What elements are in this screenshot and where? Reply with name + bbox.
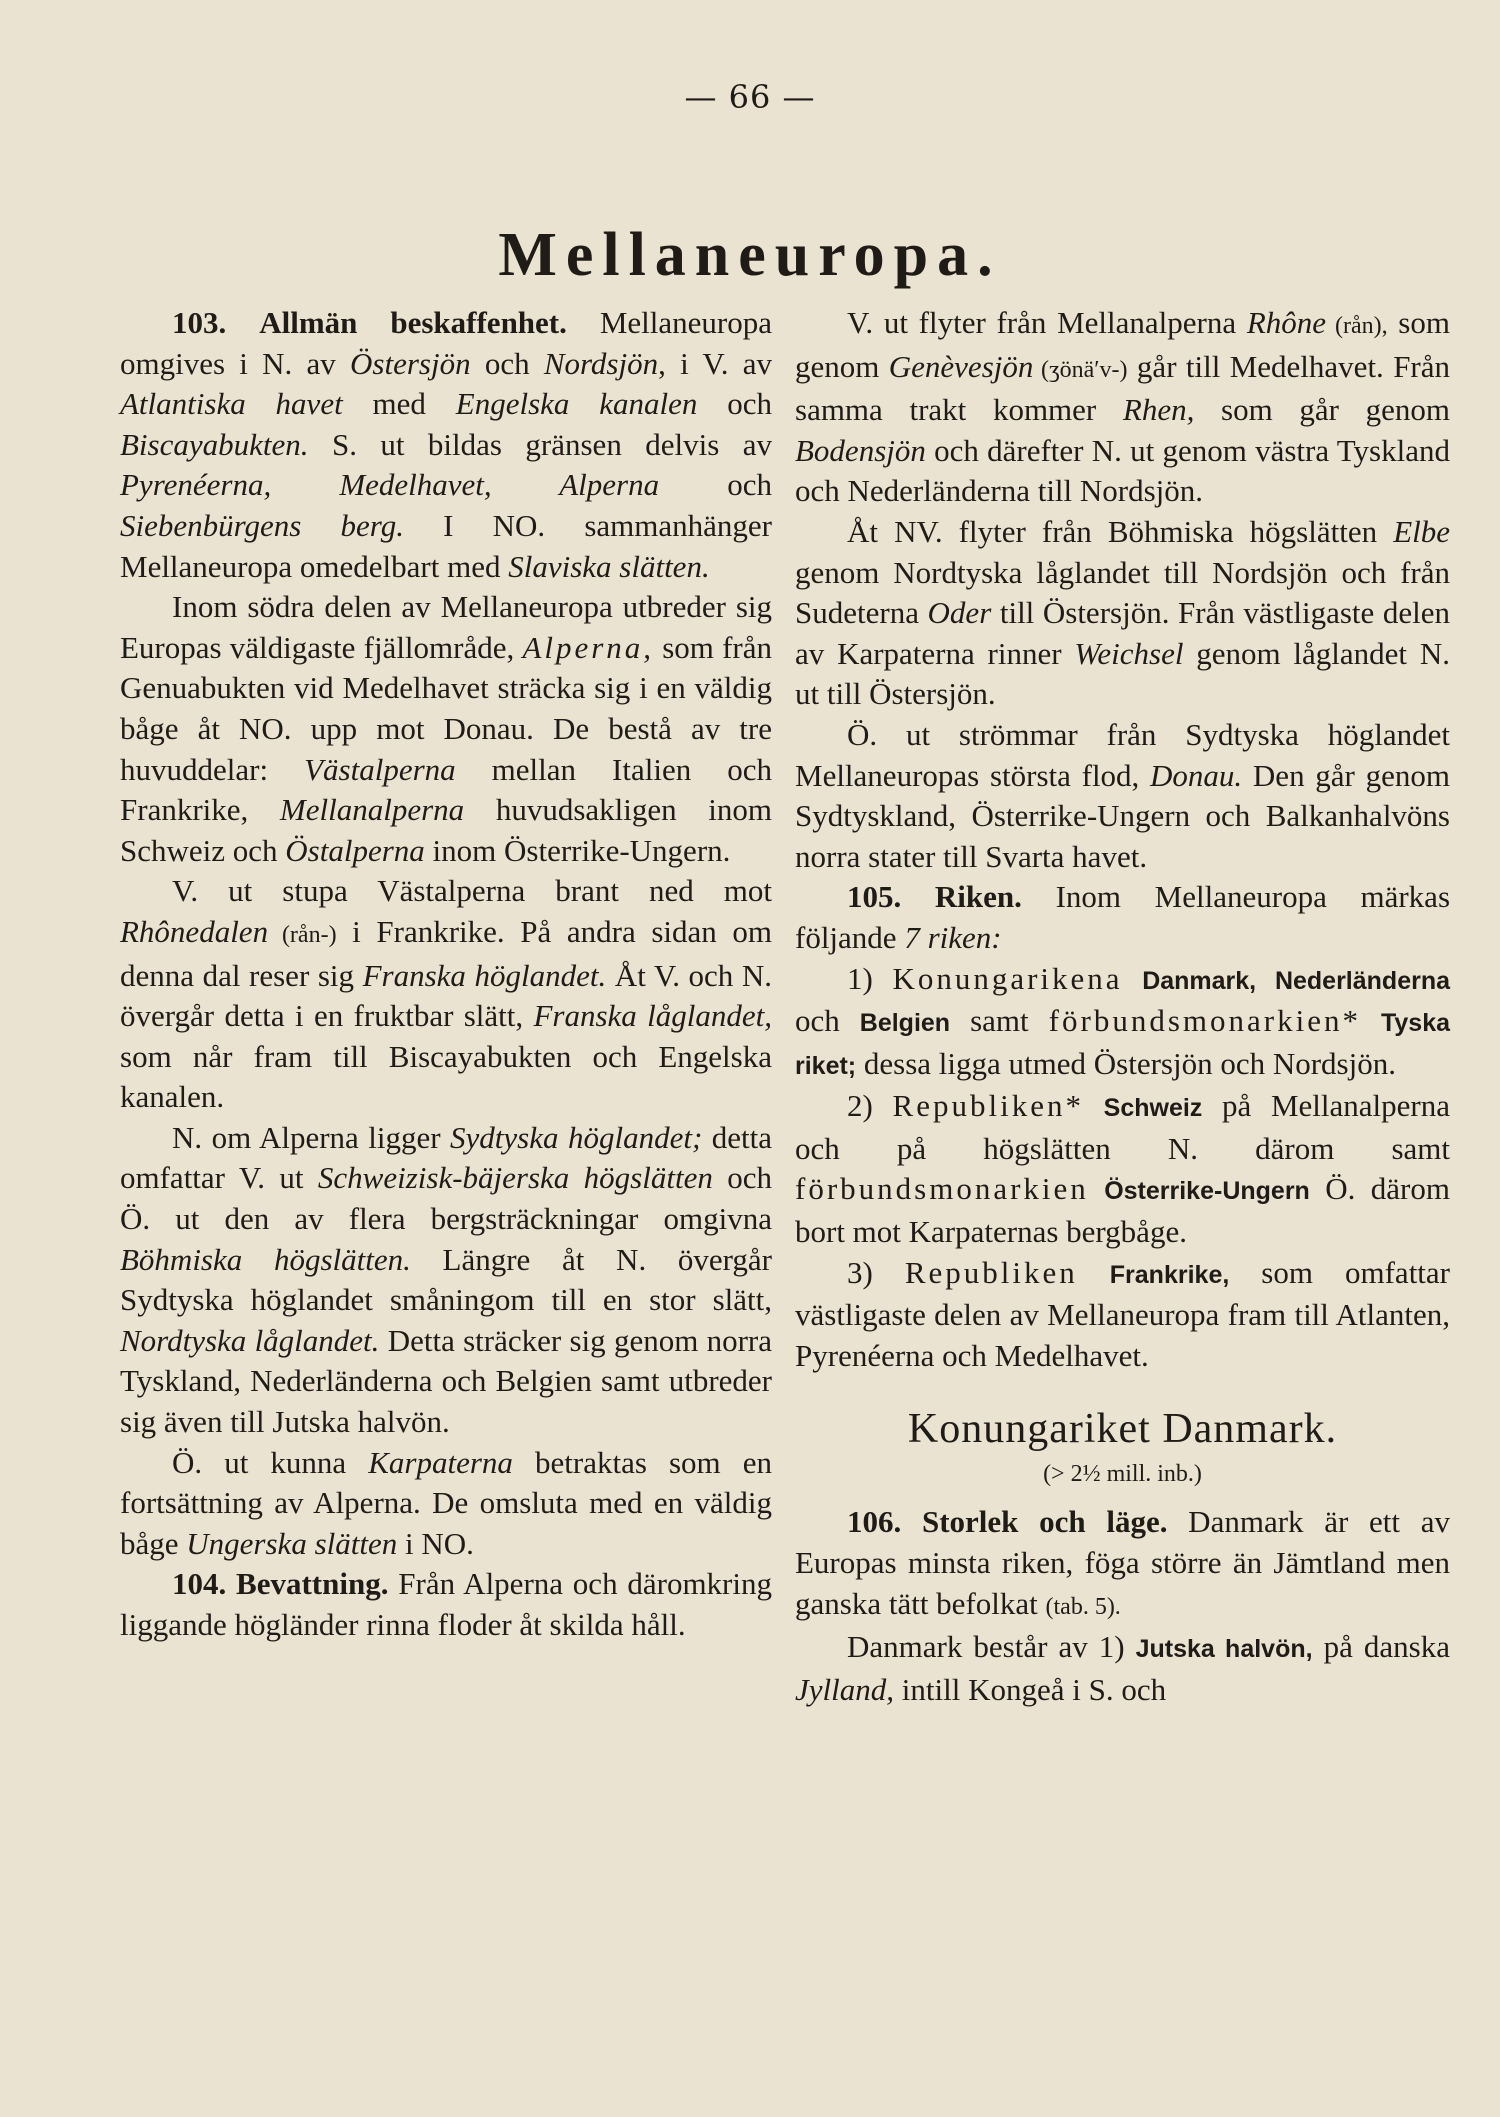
text: betraktas som en fortsättning av Alperna. De omsluta med en väldig båge [120,1444,772,1561]
pronunciation: (rån), [1326,313,1388,339]
spaced-term: Republiken [904,1254,1078,1290]
text: dessa ligga utmed Östersjön och Nordsjön. [856,1045,1396,1081]
list-item [795,1253,1450,1377]
text: och [470,345,544,381]
section-heading: Bevattning. [236,1566,389,1602]
country-name: Frankrike, [1109,1260,1230,1289]
text: Inom Mellaneuropa märkas följande [795,879,1451,955]
text: 2) [847,1088,893,1124]
paragraph [120,587,772,871]
place-name: Östalperna [285,832,425,868]
section-number: 104. [172,1566,227,1602]
place-name: Ungerska slätten [186,1525,398,1561]
place-name: Pyrenéerna, Medelhavet, Alperna [120,467,660,503]
text: med [342,386,456,422]
text: V. ut stupa Västalperna brant ned mot [172,873,772,909]
section-number: 103. [172,305,227,340]
place-name: Alperna, [522,629,655,665]
section-103-paragraph [120,303,772,587]
text: , i V. av [658,345,772,381]
paragraph [795,512,1450,715]
pronunciation: (rån-) [268,921,337,948]
text [1089,1171,1104,1206]
text: S. ut bildas gränsen delvis av [308,426,772,462]
country-name: Österrike-Ungern [1104,1177,1310,1206]
text: som når fram till Biscayabukten och Engelska kanalen. [120,1038,772,1115]
place-name: Rhônedalen [120,913,269,949]
text [1078,1255,1110,1290]
country-name: Tyska riket; [795,1009,1450,1080]
text: till Östersjön. Från västligaste delen av Karpaterna rinner [795,595,1450,671]
text: 3) [847,1254,905,1290]
list-item [795,1086,1450,1252]
table-reference: (tab. 5). [1045,1593,1121,1620]
text: Detta sträcker sig genom norra Tyskland, Nederländerna och Belgien samt utbreder sig även till Jutska halvön. [120,1322,773,1440]
place-name: Östersjön [350,345,471,381]
text: 7 riken: [904,919,1002,955]
text: och Ö. ut den av flera bergsträckningar omgivna [120,1160,772,1237]
section-number: 105. [847,879,902,915]
section-106-paragraph [795,1502,1450,1627]
text: I NO. sammanhänger Mellaneuropa omedelbart med [120,507,772,584]
place-name: Schweizisk-bäjerska högslätten [317,1160,713,1196]
text: och [659,467,772,503]
text: Inom södra delen av Mellaneuropa utbreder sig Europas väldigaste fjällområde, [120,589,772,665]
paragraph [120,1118,772,1443]
text: inom Österrike-Ungern. [424,832,731,868]
place-name: Mellanalperna [279,792,465,828]
section-heading: Allmän beskaffenhet. [259,305,567,340]
paragraph [120,871,772,1118]
text: på Mellanalperna och på högslätten N. därom samt [795,1088,1450,1166]
text: V. ut flyter från Mellanalperna [847,305,1247,340]
text: och [697,386,773,422]
text [1123,961,1143,996]
text: Danmark är ett av Europas minsta riken, föga större än Jämtland men ganska tätt befolkat [795,1504,1451,1621]
river-name: Rhône [1246,305,1327,340]
place-name: Böhmiska högslätten. [120,1241,411,1277]
river-name: Donau. [1150,757,1243,793]
text: som från Genuabukten vid Medelhavet sträcka sig i en väldig båge åt NO. upp mot Donau. De bestå av tre huvuddelar: [120,629,773,787]
text: som går genom [1194,392,1450,428]
section-heading: Storlek och läge. [921,1504,1168,1540]
place-name: Bodensjön [795,432,926,468]
page-number: — 66 — [684,78,816,116]
text: Åt NV. flyter från Böhmiska högslätten [847,513,1394,549]
text [1361,1003,1381,1038]
text: mellan Italien och Frankrike, [120,751,772,828]
place-name: Jylland, [795,1671,894,1707]
text: 1) [847,960,893,996]
text: Den går genom Sydtyskland, Österrike-Ungern och Balkanhalvöns norra stater till Svarta havet. [795,757,1450,874]
text: intill Kongeå i S. och [894,1671,1167,1707]
place-name: Jutska halvön, [1135,1635,1313,1664]
text: N. om Alperna ligger [172,1119,451,1155]
text: som genom [795,305,1450,384]
text: i Frankrike. På andra sidan om denna dal reser sig [120,913,772,993]
text: och därefter N. ut genom västra Tyskland och Nederländerna till Nordsjön. [795,432,1450,509]
text: Ö. ut strömmar från Sydtyska höglandet Mellaneuropas största flod, [795,716,1450,793]
text: och [795,1003,860,1039]
place-name: Västalperna [304,751,456,787]
text: Mellaneuropa omgives i N. av [120,305,773,381]
river-name: Weichsel [1074,635,1184,671]
paragraph [795,303,1450,512]
text: på danska [1312,1629,1451,1665]
river-name: Oder [927,595,992,631]
text: i NO. [397,1525,474,1561]
text: Längre åt N. övergår Sydtyska höglandet småningom till en stor slätt, [120,1241,772,1318]
section-105-paragraph [795,877,1450,958]
place-name: Biscayabukten. [120,426,309,462]
paragraph [120,1443,772,1565]
place-name: Atlantiska havet [120,386,343,422]
place-name: Franska låglandet, [533,998,772,1034]
place-name: Nordtyska låglandet. [120,1322,380,1358]
paragraph [795,715,1450,877]
place-name: Sydtyska höglandet; [450,1119,703,1155]
text: som omfattar västligaste delen av Mellaneuropa fram till Atlanten, Pyrenéerna och Medelhavet. [795,1254,1451,1373]
spaced-term: Konungarikena [892,960,1123,996]
list-item [795,959,1450,1087]
text: Danmark består av 1) [847,1629,1136,1665]
country-name: Schweiz [1103,1094,1203,1123]
text: Från Alperna och däromkring liggande högländer rinna floder åt skilda håll. [120,1566,772,1642]
text: Ö. ut kunna [172,1444,369,1480]
right-column [795,303,1450,1710]
place-name: Slaviska slätten. [508,548,710,584]
text: huvudsakligen inom Schweiz och [120,792,772,868]
text: detta omfattar V. ut [120,1119,772,1196]
river-name: Elbe [1393,513,1450,549]
river-name: Rhen, [1122,392,1195,428]
pronunciation: (ʒönä′v-) [1033,356,1128,383]
spaced-term: Republiken* [892,1088,1084,1124]
spaced-term: förbundsmonarkien* [1048,1003,1361,1039]
text [1084,1088,1104,1123]
text: genom låglandet N. ut till Östersjön. [795,635,1450,712]
section-heading: Riken. [934,879,1022,915]
text: samt [950,1003,1049,1039]
paragraph [795,1627,1450,1710]
section-104-paragraph [120,1564,772,1645]
left-column [120,303,772,1646]
text: Ö. därom bort mot Karpaternas bergbåge. [795,1171,1450,1250]
place-name: Karpaterna [368,1444,513,1480]
country-name: Belgien [859,1009,951,1038]
place-name: Franska höglandet. [362,957,607,993]
text: genom Nordtyska låglandet till Nordsjön och från Sudeterna [795,554,1450,631]
place-name: Engelska kanalen [455,386,698,422]
place-name: Nordsjön [543,345,659,381]
population-note: (> 2½ mill. inb.) [1043,1461,1202,1488]
place-name: Genèvesjön [888,348,1034,384]
place-name: Siebenbürgens berg. [120,507,404,543]
spaced-term: förbundsmonarkien [795,1171,1089,1207]
country-name: Danmark, Nederländerna [1142,966,1451,995]
page-title: Mellaneuropa. [498,221,1002,289]
subsection-title: Konungariket Danmark. [907,1406,1338,1453]
text: går till Medelhavet. Från samma trakt kommer [795,348,1451,428]
text: Åt V. och N. övergår detta i en fruktbar slätt, [120,957,773,1034]
section-number: 106. [847,1504,902,1540]
